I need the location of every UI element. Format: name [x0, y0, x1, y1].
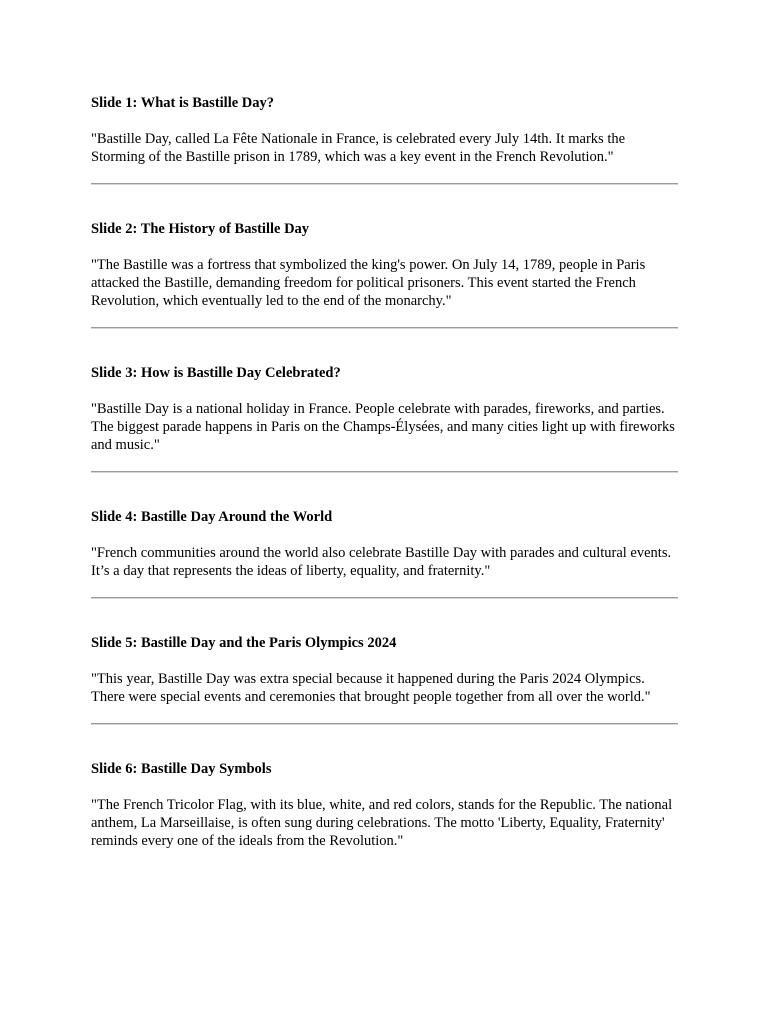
slide-text: "Bastille Day is a national holiday in France. People celebrate with parades, fireworks, and parties. The biggest parade happens in Paris on the Champs-Élysées, and many cities light up with fireworks and music.": [91, 401, 675, 453]
slide-title: Slide 4: Bastille Day Around the World: [91, 509, 333, 525]
slide-title: Slide 1: What is Bastille Day?: [91, 95, 275, 111]
slide-text: "The French Tricolor Flag, with its blue, white, and red colors, stands for the Republic. The national anthem, La Marseillaise, is often sung during celebrations. The motto 'Liberty, Equality, Fraternity' reminds every one of the ideals from the Revolution.": [91, 797, 673, 849]
slide-section-1: [91, 93, 678, 166]
slide-section-5: [91, 633, 678, 706]
slide-text: "This year, Bastille Day was extra special because it happened during the Paris 2024 Olympics. There were special events and ceremonies that brought people together from all over the world.": [91, 671, 651, 705]
slide-title: Slide 2: The History of Bastille Day: [91, 221, 310, 237]
slide-text: "The Bastille was a fortress that symbolized the king's power. On July 14, 1789, people in Paris attacked the Bastille, demanding freedom for political prisoners. This event started the French Revolution, which eventually led to the end of the monarchy.": [91, 257, 646, 309]
slide-section-3: [91, 363, 678, 454]
section-divider: [91, 471, 678, 473]
slide-title: Slide 3: How is Bastille Day Celebrated?: [91, 365, 341, 381]
document-body: [91, 93, 678, 850]
section-divider: [91, 327, 678, 329]
slide-section-6: [91, 759, 678, 850]
section-divider: [91, 723, 678, 725]
section-divider: [91, 183, 678, 185]
slide-section-4: [91, 507, 678, 580]
slide-text: "French communities around the world also celebrate Bastille Day with parades and cultural events. It’s a day that represents the ideas of liberty, equality, and fraternity.": [91, 545, 672, 579]
slide-section-2: [91, 219, 678, 310]
slide-text: "Bastille Day, called La Fête Nationale in France, is celebrated every July 14th. It marks the Storming of the Bastille prison in 1789, which was a key event in the French Revolution.": [91, 131, 626, 165]
slide-title: Slide 5: Bastille Day and the Paris Olympics 2024: [91, 635, 397, 651]
section-divider: [91, 597, 678, 599]
slide-title: Slide 6: Bastille Day Symbols: [91, 761, 272, 777]
